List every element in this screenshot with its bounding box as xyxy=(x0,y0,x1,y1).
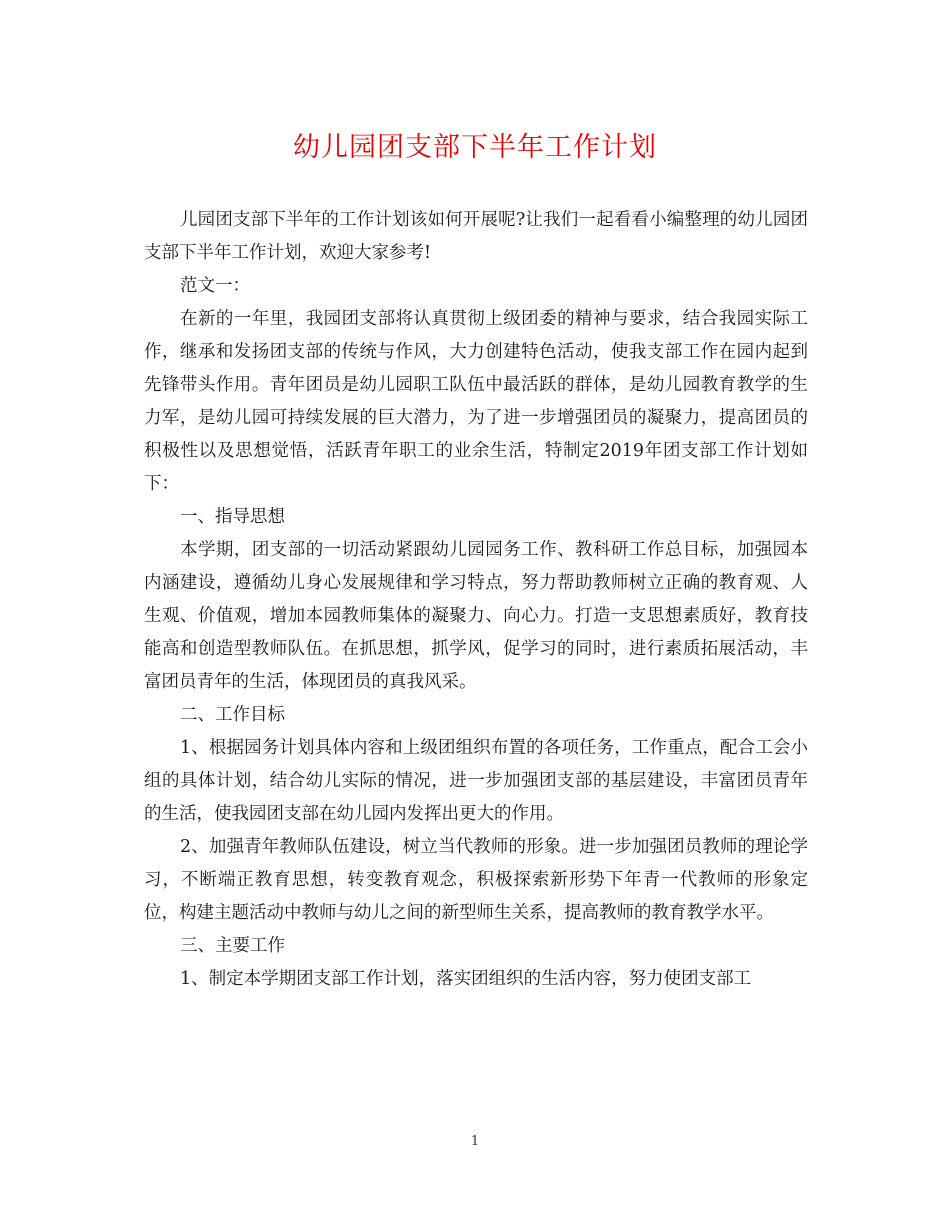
page-number: 1 xyxy=(470,1134,480,1149)
document-body xyxy=(144,204,808,996)
section-heading-work-goals: 二、工作目标 xyxy=(180,705,285,725)
body-paragraph: 在新的一年里，我园团支部将认真贯彻上级团委的精神与要求，结合我园实际工作，继承和发扬团支部的传统与作风，大力创建特色活动，使我支部工作在园内起到先锋带头作用。青年团员是幼儿园职工队伍中最活跃的群体，是幼儿园教育教学的生力军，是幼儿园可持续发展的巨大潜力，为了进一步增强团员的凝聚力，提高团员的积极性以及思想觉悟，活跃青年职工的业余生活，特制定2019年团支部工作计划如下： xyxy=(144,309,808,494)
body-paragraph: 本学期，团支部的一切活动紧跟幼儿园园务工作、教科研工作总目标，加强园本内涵建设，遵循幼儿身心发展规律和学习特点，努力帮助教师树立正确的教育观、人生观、价值观，增加本园教师集体的凝聚力、向心力。打造一支思想素质好，教育技能高和创造型教师队伍。在抓思想，抓学风，促学习的同时，进行素质拓展活动，丰富团员青年的生活，体现团员的真我风采。 xyxy=(144,540,808,692)
document-title: 幼儿园团支部下半年工作计划 xyxy=(293,132,657,163)
section-heading-guiding-ideology: 一、指导思想 xyxy=(180,507,285,527)
body-paragraph: 1、制定本学期团支部工作计划，落实团组织的生活内容，努力使团支部工 xyxy=(180,969,752,989)
body-paragraph: 2、加强青年教师队伍建设，树立当代教师的形象。进一步加强团员教师的理论学习，不断端正教育思想，转变教育观念，积极探索新形势下年青一代教师的形象定位，构建主题活动中教师与幼儿之间的新型师生关系，提高教师的教育教学水平。 xyxy=(144,837,808,923)
section-heading-main-work: 三、主要工作 xyxy=(180,936,285,956)
body-paragraph: 1、根据园务计划具体内容和上级团组织布置的各项任务，工作重点，配合工会小组的具体计划，结合幼儿实际的情况，进一步加强团支部的基层建设，丰富团员青年的生活，使我园团支部在幼儿园内发挥出更大的作用。 xyxy=(144,738,808,824)
sample-label: 范文一： xyxy=(180,276,250,296)
intro-paragraph: 儿园团支部下半年的工作计划该如何开展呢?让我们一起看看小编整理的幼儿园团支部下半年工作计划，欢迎大家参考! xyxy=(144,210,808,263)
